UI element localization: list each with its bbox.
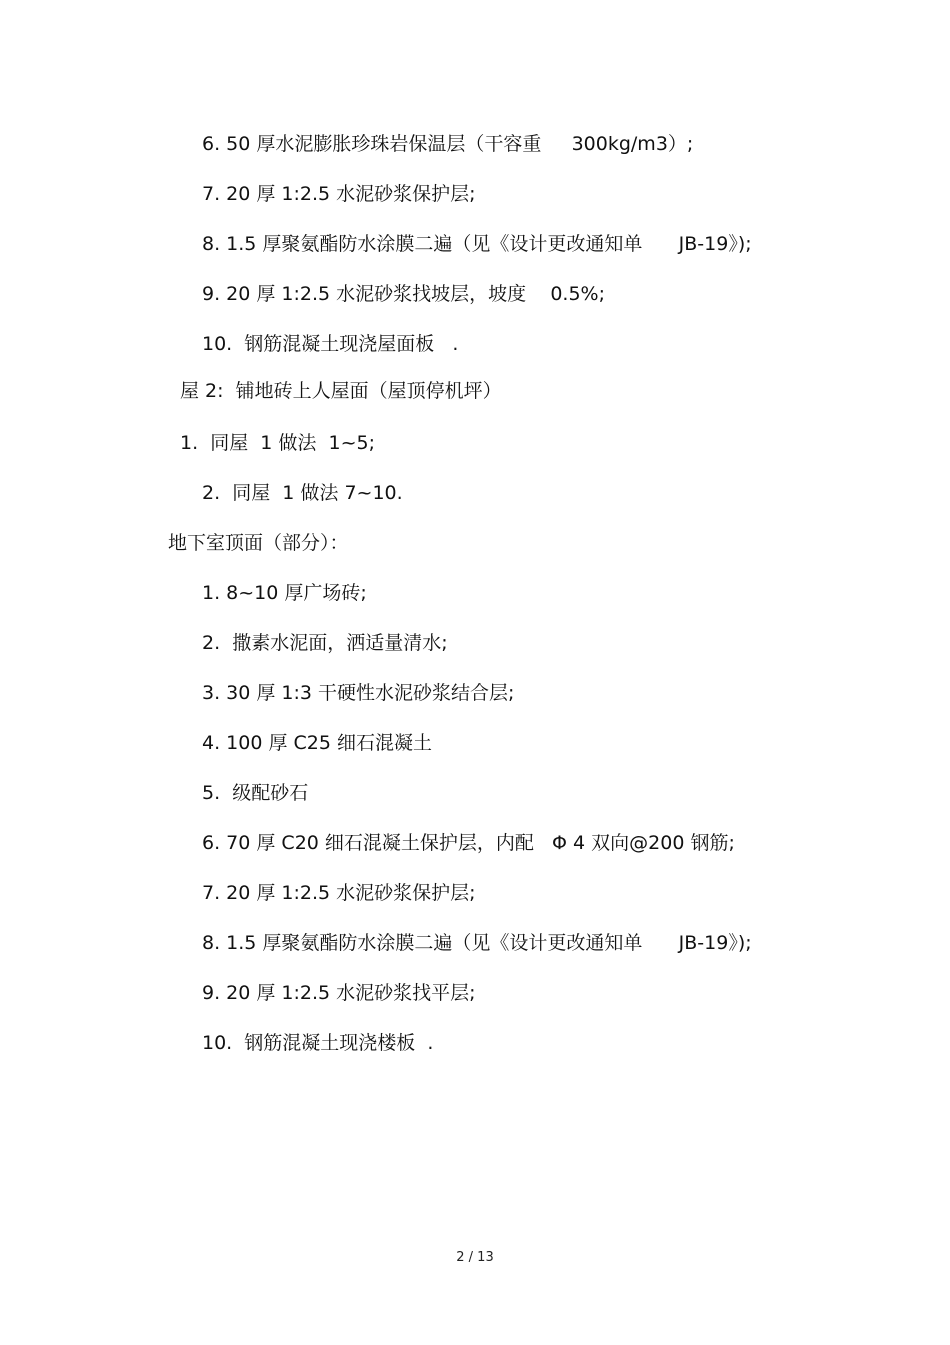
text-line: 7. 20 厚 1:2.5 水泥砂浆保护层;: [202, 183, 476, 205]
text-line: 9. 20 厚 1:2.5 水泥砂浆找坡层，坡度 0.5%;: [202, 283, 605, 305]
text-line: 9. 20 厚 1:2.5 水泥砂浆找平层;: [202, 982, 476, 1004]
page-number: 2 / 13: [456, 1250, 494, 1265]
text-line: 10. 钢筋混凝土现浇楼板 .: [202, 1032, 434, 1054]
text-line: 10. 钢筋混凝土现浇屋面板 .: [202, 333, 459, 355]
text-line: 2. 撒素水泥面，洒适量清水;: [202, 632, 448, 654]
text-line: 6. 50 厚水泥膨胀珍珠岩保温层（干容重 300kg/m3）;: [202, 133, 694, 155]
text-line: 4. 100 厚 C25 细石混凝土: [202, 732, 432, 754]
text-line: 6. 70 厚 C20 细石混凝土保护层，内配 Φ 4 双向@200 钢筋;: [202, 832, 735, 854]
text-line: 7. 20 厚 1:2.5 水泥砂浆保护层;: [202, 882, 476, 904]
text-line: 2. 同屋 1 做法 7~10.: [202, 482, 403, 504]
section-heading: 屋 2: 铺地砖上人屋面（屋顶停机坪）: [180, 380, 502, 402]
text-line: 3. 30 厚 1:3 干硬性水泥砂浆结合层;: [202, 682, 515, 704]
text-line: 8. 1.5 厚聚氨酯防水涂膜二遍（见《设计更改通知单 JB-19》);: [202, 233, 752, 255]
section-heading: 地下室顶面（部分）：: [168, 532, 349, 554]
text-line: 5. 级配砂石: [202, 782, 309, 804]
text-line: 1. 8~10 厚广场砖;: [202, 582, 367, 604]
text-line: 8. 1.5 厚聚氨酯防水涂膜二遍（见《设计更改通知单 JB-19》);: [202, 932, 752, 954]
text-line: 1. 同屋 1 做法 1~5;: [180, 432, 375, 454]
